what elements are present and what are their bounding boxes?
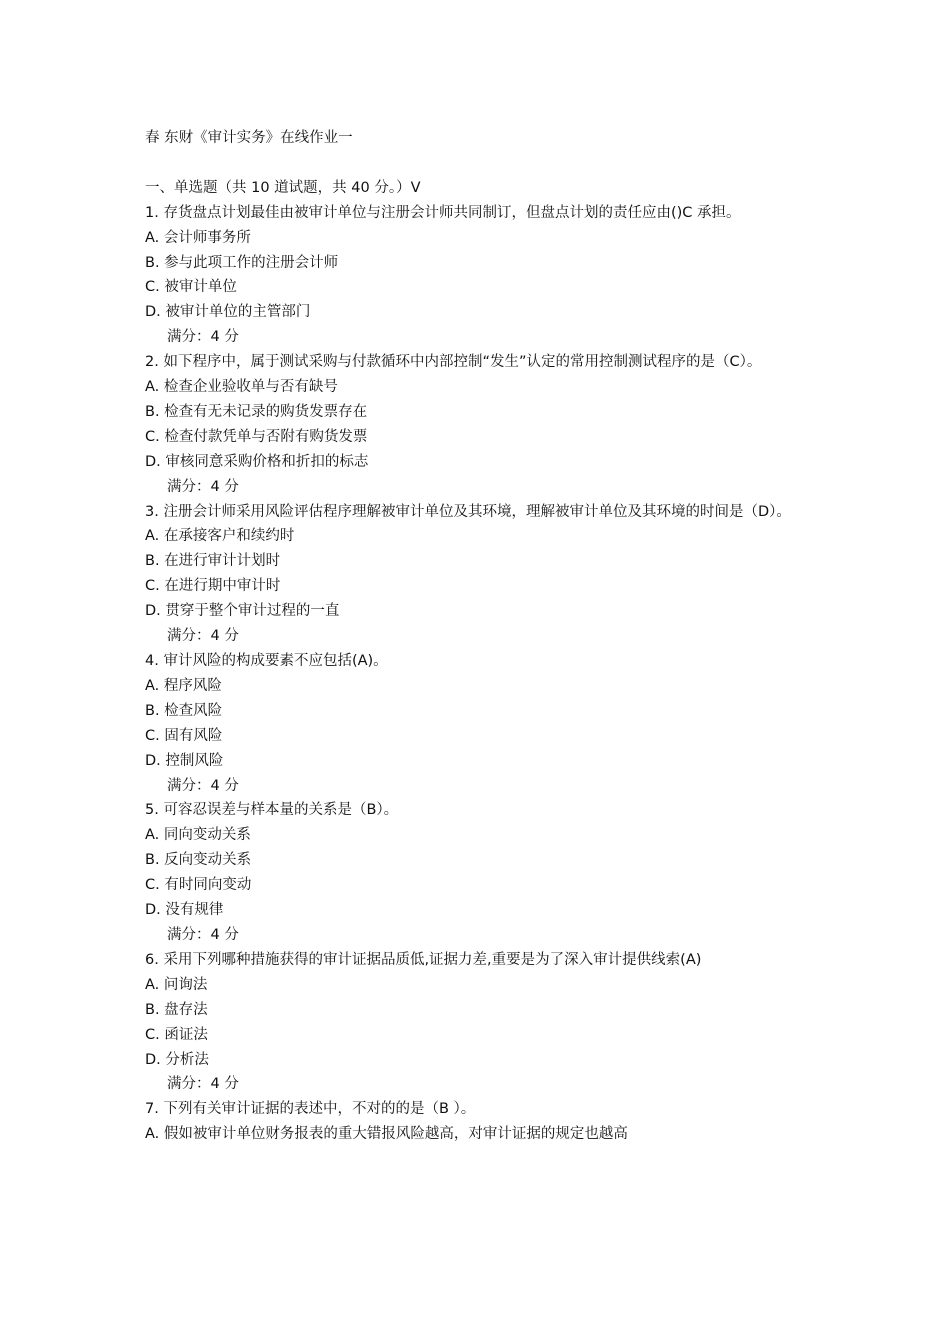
question-4-stem: 4. 审计风险的构成要素不应包括(A)。: [145, 653, 388, 670]
question-5-score: 满分：4 分: [167, 926, 239, 943]
question-4-score: 满分：4 分: [167, 777, 239, 794]
question-6-score: 满分：4 分: [167, 1076, 239, 1093]
document-page: [145, 126, 815, 1147]
document-title: 春 东财《审计实务》在线作业一: [145, 130, 353, 146]
question-4-option-b: B. 检查风险: [145, 702, 223, 719]
question-4-option-a: A. 程序风险: [145, 677, 222, 694]
question-6-option-b: B. 盘存法: [145, 1001, 208, 1018]
question-1-option-b: B. 参与此项工作的注册会计师: [145, 254, 339, 271]
question-5-option-c: C. 有时同向变动: [145, 877, 252, 894]
question-3-option-b: B. 在进行审计计划时: [145, 553, 281, 570]
question-5-option-b: B. 反向变动关系: [145, 852, 252, 869]
question-2-stem: 2. 如下程序中，属于测试采购与付款循环中内部控制“发生”认定的常用控制测试程序的是（C）。: [145, 354, 762, 371]
question-5-stem: 5. 可容忍误差与样本量的关系是（B）。: [145, 802, 399, 819]
question-2-option-c: C. 检查付款凭单与否附有购货发票: [145, 428, 368, 445]
question-1-option-d: D. 被审计单位的主管部门: [145, 304, 311, 321]
question-7-option-a: A. 假如被审计单位财务报表的重大错报风险越高，对审计证据的规定也越高: [145, 1126, 628, 1143]
question-3-stem: 3. 注册会计师采用风险评估程序理解被审计单位及其环境，理解被审计单位及其环境的时间是（D）。: [145, 503, 791, 520]
question-3-score: 满分：4 分: [167, 628, 239, 645]
question-4-option-d: D. 控制风险: [145, 752, 224, 769]
question-2-score: 满分：4 分: [167, 478, 239, 495]
question-3-option-a: A. 在承接客户和续约时: [145, 528, 295, 545]
question-3-option-d: D. 贯穿于整个审计过程的一直: [145, 603, 340, 620]
section-heading: 一、单选题（共 10 道试题，共 40 分。）V: [145, 179, 421, 196]
question-2-option-b: B. 检查有无未记录的购货发票存在: [145, 403, 368, 420]
question-6-option-d: D. 分析法: [145, 1051, 209, 1068]
question-1-option-c: C. 被审计单位: [145, 279, 237, 296]
question-6-option-a: A. 问询法: [145, 976, 208, 993]
question-5-option-d: D. 没有规律: [145, 902, 224, 919]
question-2-option-a: A. 检查企业验收单与否有缺号: [145, 379, 338, 396]
question-1-option-a: A. 会计师事务所: [145, 229, 251, 246]
question-1-stem: 1. 存货盘点计划最佳由被审计单位与注册会计师共同制订，但盘点计划的责任应由()C 承担。: [145, 204, 741, 221]
question-3-option-c: C. 在进行期中审计时: [145, 578, 281, 595]
question-1-score: 满分：4 分: [167, 329, 239, 346]
question-6-stem: 6. 采用下列哪种措施获得的审计证据品质低,证据力差,重要是为了深入审计提供线索(A): [145, 951, 702, 968]
question-5-option-a: A. 同向变动关系: [145, 827, 251, 844]
question-6-option-c: C. 函证法: [145, 1026, 208, 1043]
question-7-stem: 7. 下列有关审计证据的表述中，不对的的是（B ）。: [145, 1101, 476, 1118]
question-2-option-d: D. 审核同意采购价格和折扣的标志: [145, 453, 369, 470]
question-4-option-c: C. 固有风险: [145, 727, 223, 744]
